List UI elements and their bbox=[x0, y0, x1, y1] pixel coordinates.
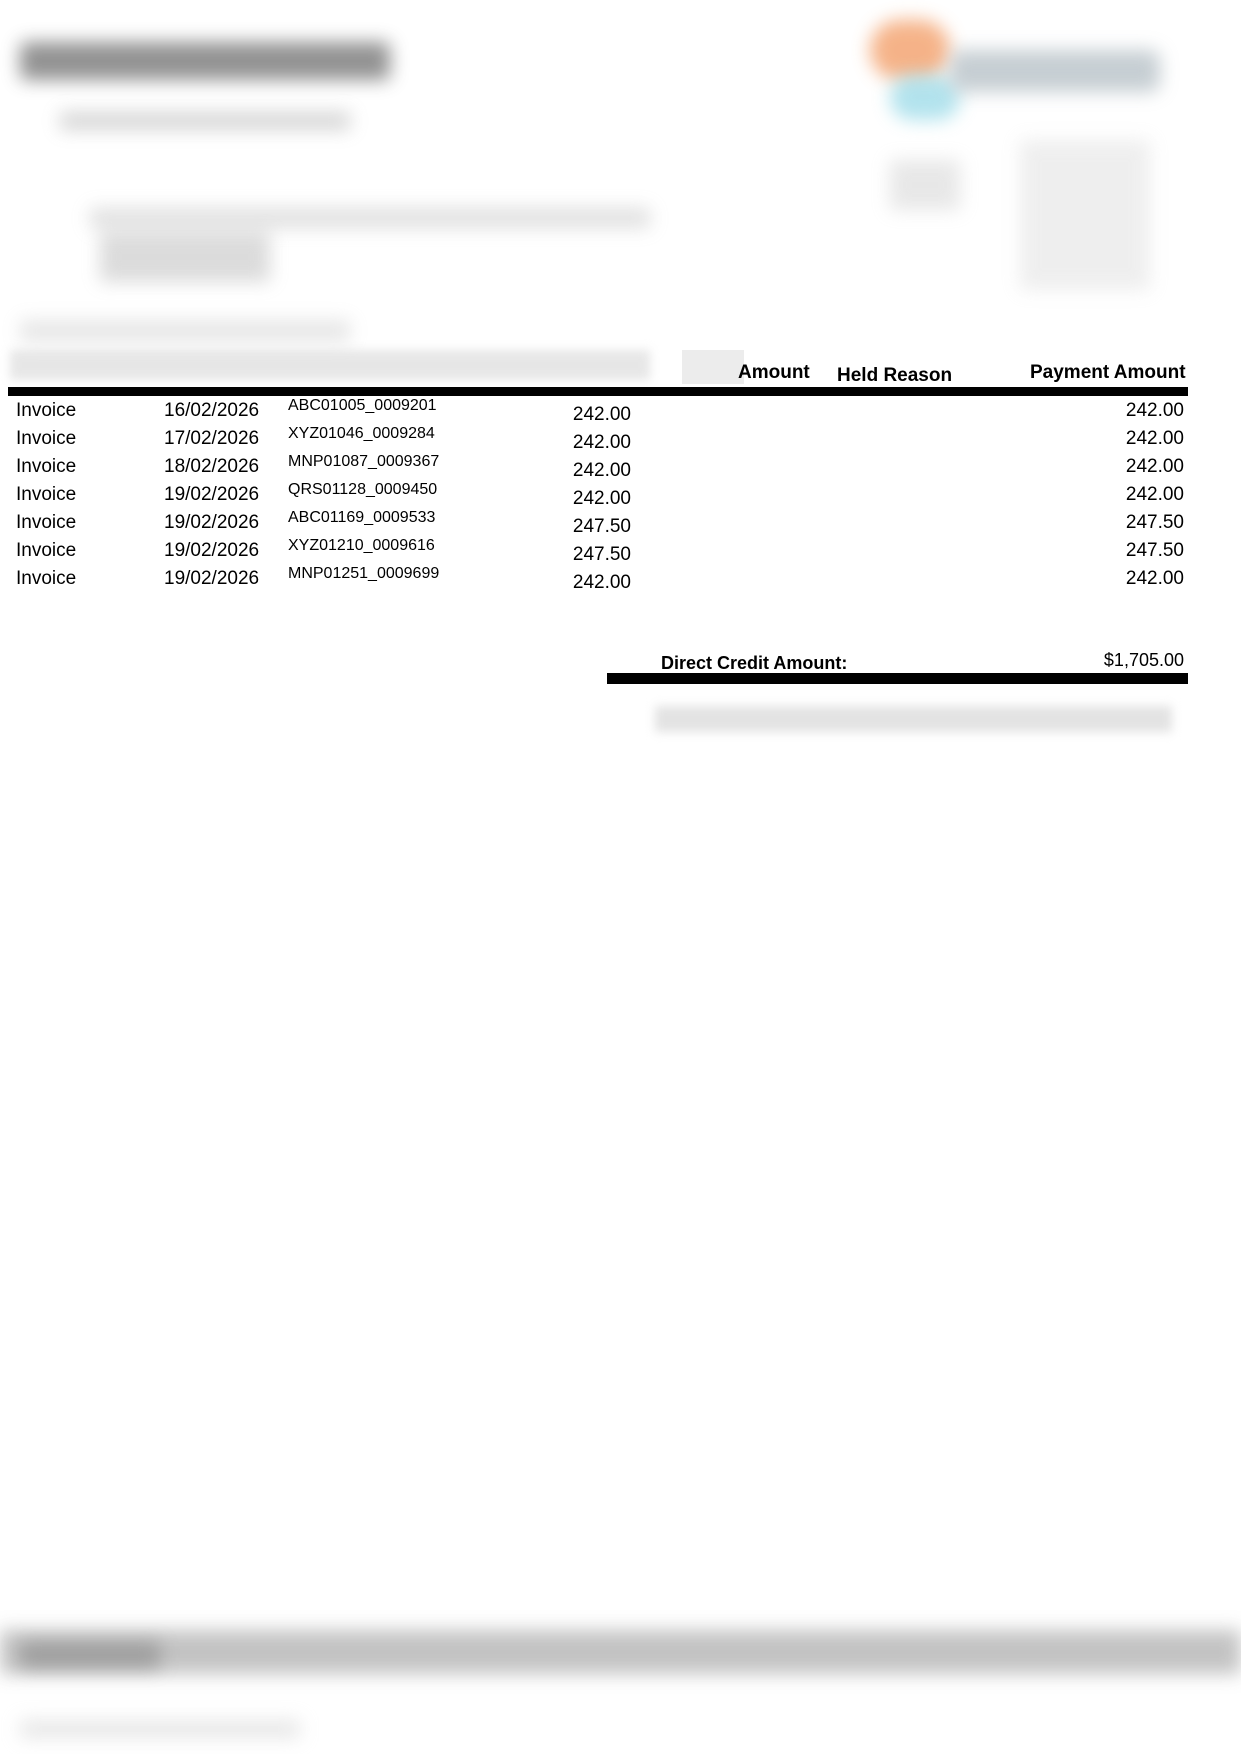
table-row bbox=[0, 453, 1241, 484]
row-payment-amount: 247.50 bbox=[1125, 512, 1184, 533]
row-reference: MNP01251_0009699 bbox=[288, 565, 440, 582]
address-line-redacted bbox=[90, 208, 650, 228]
row-type: Invoice bbox=[16, 400, 77, 421]
footer-text-redacted bbox=[20, 1642, 160, 1668]
column-header-payment-amount: Payment Amount bbox=[1030, 362, 1186, 383]
row-payment-amount: 242.00 bbox=[1125, 456, 1184, 477]
company-name-redacted bbox=[20, 42, 390, 80]
row-payment-amount: 242.00 bbox=[1125, 428, 1184, 449]
row-amount: 242.00 bbox=[572, 572, 631, 593]
totals-note-redacted bbox=[655, 706, 1172, 732]
row-type: Invoice bbox=[16, 512, 77, 533]
row-date: 19/02/2026 bbox=[164, 568, 260, 589]
row-amount: 247.50 bbox=[572, 544, 631, 565]
totals-rule bbox=[607, 673, 1188, 684]
remittance-details-redacted bbox=[890, 160, 960, 210]
header-redaction-box bbox=[682, 350, 744, 384]
header-blurred-columns bbox=[10, 350, 650, 380]
row-payment-amount: 242.00 bbox=[1125, 568, 1184, 589]
row-reference: MNP01087_0009367 bbox=[288, 453, 440, 470]
row-date: 19/02/2026 bbox=[164, 512, 260, 533]
table-row bbox=[0, 509, 1241, 540]
row-date: 16/02/2026 bbox=[164, 400, 260, 421]
row-date: 18/02/2026 bbox=[164, 456, 260, 477]
footer-subtext-redacted bbox=[20, 1720, 300, 1738]
column-header-amount: Amount bbox=[738, 362, 810, 383]
table-row bbox=[0, 481, 1241, 512]
row-payment-amount: 247.50 bbox=[1125, 540, 1184, 561]
row-date: 19/02/2026 bbox=[164, 484, 260, 505]
section-label-redacted bbox=[20, 320, 350, 342]
row-payment-amount: 242.00 bbox=[1125, 400, 1184, 421]
row-amount: 242.00 bbox=[572, 460, 631, 481]
footer-band bbox=[0, 1630, 1241, 1674]
table-row bbox=[0, 537, 1241, 568]
table-row bbox=[0, 565, 1241, 596]
row-type: Invoice bbox=[16, 456, 77, 477]
row-type: Invoice bbox=[16, 568, 77, 589]
table-row bbox=[0, 397, 1241, 428]
direct-credit-value: $1,705.00 bbox=[1103, 650, 1184, 670]
row-date: 19/02/2026 bbox=[164, 540, 260, 561]
row-amount: 242.00 bbox=[572, 404, 631, 425]
remittance-values-redacted bbox=[1020, 140, 1150, 290]
column-header-held-reason: Held Reason bbox=[837, 365, 953, 386]
row-amount: 242.00 bbox=[572, 432, 631, 453]
header-rule bbox=[8, 387, 1188, 396]
row-reference: XYZ01210_0009616 bbox=[288, 537, 435, 554]
row-reference: XYZ01046_0009284 bbox=[288, 425, 435, 442]
direct-credit-label: Direct Credit Amount: bbox=[661, 653, 848, 673]
row-reference: QRS01128_0009450 bbox=[288, 481, 438, 498]
table-row bbox=[0, 425, 1241, 456]
row-amount: 247.50 bbox=[572, 516, 631, 537]
company-logo bbox=[860, 20, 1180, 130]
row-type: Invoice bbox=[16, 540, 77, 561]
row-payment-amount: 242.00 bbox=[1125, 484, 1184, 505]
row-type: Invoice bbox=[16, 428, 77, 449]
company-subtitle-redacted bbox=[60, 112, 350, 130]
address-block-redacted bbox=[100, 232, 270, 282]
row-date: 17/02/2026 bbox=[164, 428, 260, 449]
row-reference: ABC01005_0009201 bbox=[288, 397, 437, 414]
row-amount: 242.00 bbox=[572, 488, 631, 509]
row-reference: ABC01169_0009533 bbox=[288, 509, 436, 526]
row-type: Invoice bbox=[16, 484, 77, 505]
